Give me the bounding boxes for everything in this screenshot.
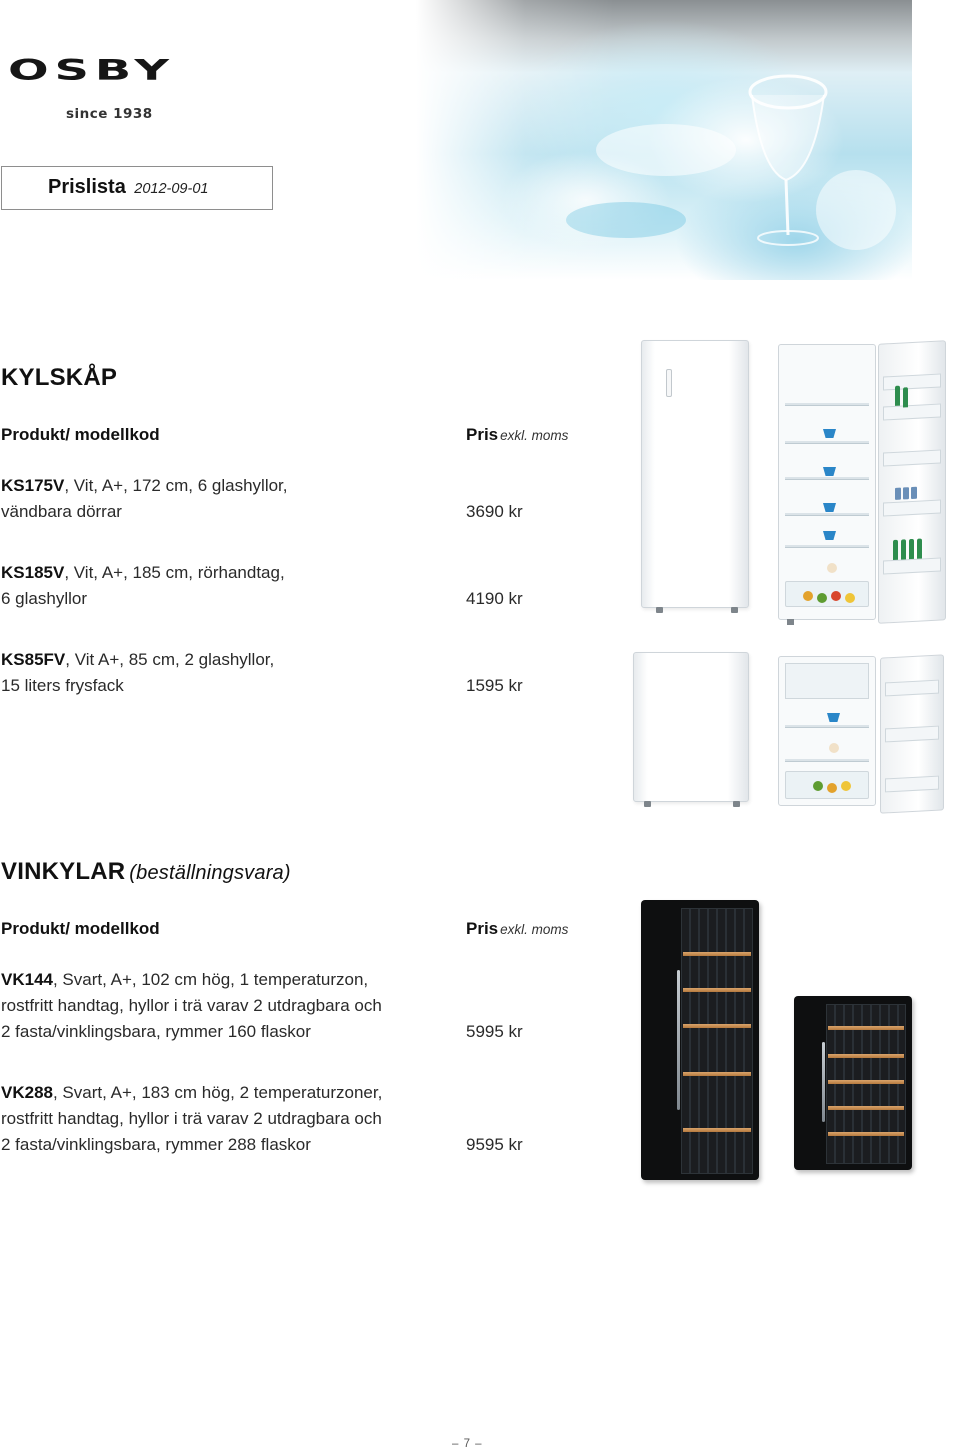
page-title: Prislista bbox=[48, 176, 126, 198]
product-price-vk144: 5995 kr bbox=[466, 1022, 523, 1041]
fridge-small-closed-image bbox=[633, 652, 749, 802]
product-price-ks85fv: 1595 kr bbox=[466, 676, 523, 695]
product-description-vk288: VK288, Svart, A+, 183 cm hög, 2 temperaturzoner, rostfritt handtag, hyllor i trä varav 2 utdragbara och 2 fasta/vinklingsbara, rymmer 288 flaskor bbox=[1, 1083, 383, 1154]
product-description-ks85fv: KS85FV, Vit A+, 85 cm, 2 glashyllor, 15 liters frysfack bbox=[1, 650, 275, 695]
column-header-price: Pris exkl. moms bbox=[466, 425, 569, 444]
model-code: VK144 bbox=[1, 970, 53, 989]
product-price-ks185v: 4190 kr bbox=[466, 589, 523, 608]
heading-note: (beställningsvara) bbox=[129, 862, 291, 884]
wine-cooler-tall-image bbox=[641, 900, 759, 1180]
pricelist-date: 2012-09-01 bbox=[134, 181, 209, 197]
model-code: KS175V bbox=[1, 476, 65, 495]
column-header-product-wine: Produkt/ modellkod bbox=[1, 919, 160, 938]
column-header-price-wine: Pris exkl. moms bbox=[466, 919, 569, 938]
vat-note: exkl. moms bbox=[500, 428, 569, 443]
logo-since: since 1938 bbox=[66, 106, 153, 122]
brand-logo bbox=[8, 53, 218, 122]
wine-cooler-small-image bbox=[794, 996, 912, 1170]
fridge-tall-open-image bbox=[778, 338, 950, 628]
model-code: VK288 bbox=[1, 1083, 53, 1102]
logo-wordmark: OSBY bbox=[8, 53, 175, 87]
fridge-small-open-image bbox=[778, 652, 950, 820]
product-price-ks175v: 3690 kr bbox=[466, 502, 523, 521]
section-heading-kylskap: KYLSKÅP bbox=[1, 364, 118, 391]
product-price-vk288: 9595 kr bbox=[466, 1135, 523, 1154]
section-heading-vinkylar: VINKYLAR (beställningsvara) bbox=[1, 858, 291, 885]
model-code: KS85FV bbox=[1, 650, 66, 669]
pricelist-title-box bbox=[1, 166, 273, 210]
vat-note: exkl. moms bbox=[500, 922, 569, 937]
product-description-ks185v: KS185V, Vit, A+, 185 cm, rörhandtag, 6 glashyllor bbox=[1, 563, 285, 608]
fridge-tall-closed-image bbox=[641, 340, 749, 608]
model-code: KS185V bbox=[1, 563, 65, 582]
header-photo-glassware bbox=[416, 0, 912, 280]
product-description-vk144: VK144, Svart, A+, 102 cm hög, 1 temperaturzon, rostfritt handtag, hyllor i trä varav 2 utdragbara och 2 fasta/vinklingsbara, rymmer 160 flaskor bbox=[1, 970, 382, 1041]
page-number: – 7 – bbox=[452, 1438, 483, 1450]
product-description-ks175v: KS175V, Vit, A+, 172 cm, 6 glashyllor, vändbara dörrar bbox=[1, 476, 288, 521]
column-header-product: Produkt/ modellkod bbox=[1, 425, 160, 444]
